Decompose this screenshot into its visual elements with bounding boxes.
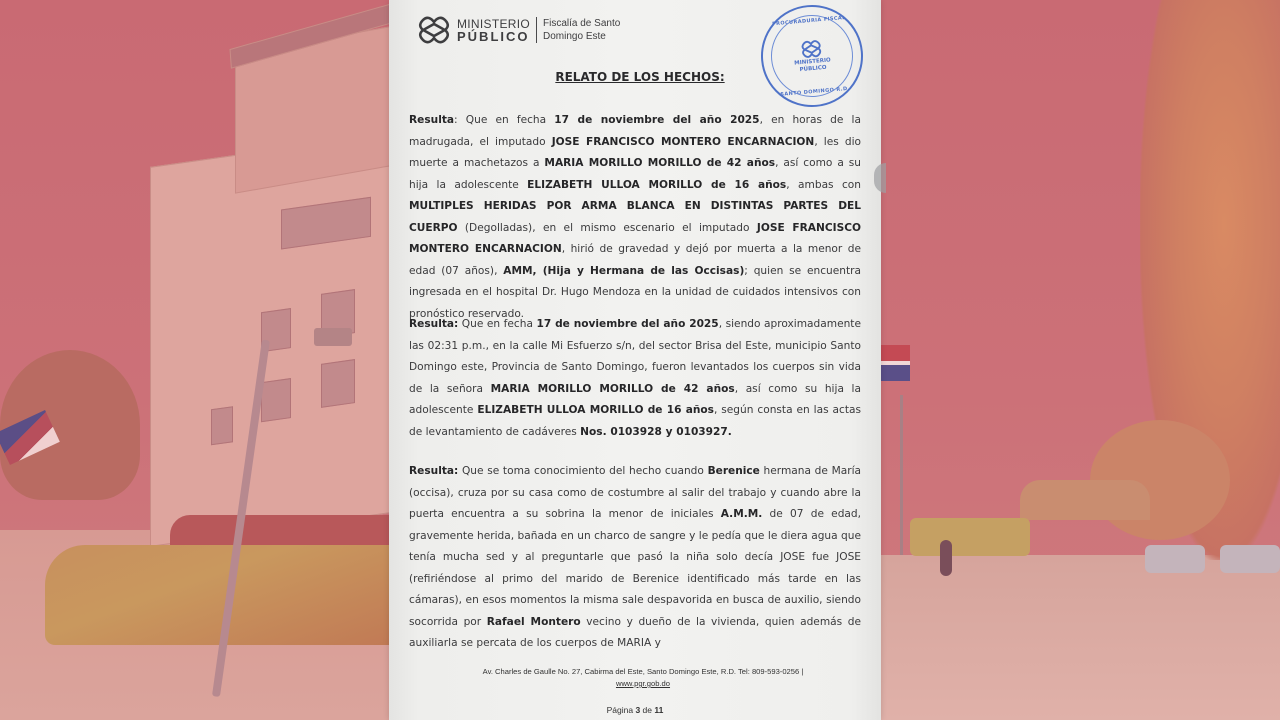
text: : Que en fecha: [454, 114, 555, 126]
text-bold: ELIZABETH ULLOA MORILLO de 16 años: [477, 404, 714, 416]
stamp-bottom-text: SANTO DOMINGO R.D.: [780, 85, 851, 98]
page-number: [389, 705, 881, 715]
bushes: [1020, 480, 1150, 520]
text-bold: Nos. 0103928 y 0103927.: [580, 425, 732, 438]
org-name: [457, 18, 530, 43]
car: [1220, 545, 1280, 573]
building-lower: [150, 133, 390, 547]
stamp-center-line-1: MINISTERIO: [794, 57, 832, 67]
address-text: Av. Charles de Gaulle No. 27, Cabirma del Este, Santo Domingo Este, R.D. Tel: 809-593-0256 |: [482, 667, 804, 676]
text-bold: MARIA MORILLO MORILLO de 42 años: [544, 157, 776, 169]
org-line-1: MINISTERIO: [457, 16, 531, 31]
text-bold: ELIZABETH ULLOA MORILLO de 16 años: [527, 178, 787, 191]
text: , según consta en las actas de levantamiento de cadáveres: [409, 404, 862, 438]
text: Que en fecha: [458, 318, 537, 330]
text-bold: 17 de noviembre del año 2025: [536, 318, 719, 330]
office-line-2: Domingo Este: [543, 31, 606, 42]
text-bold: MULTIPLES HERIDAS POR ARMA BLANCA EN DISTINTAS PARTES DEL CUERPO: [409, 200, 861, 234]
page-total: 11: [654, 705, 664, 715]
hedge: [910, 518, 1030, 556]
document-page: [389, 0, 881, 720]
page-current: 3: [635, 705, 641, 715]
text: hermana de María (occisa), cruza por su casa como de costumbre al salir del trabajo y cuando abre la puerta encuentra a su sobrina la menor de iniciales: [409, 465, 861, 520]
page-prefix: Página: [606, 705, 636, 715]
flag: [880, 345, 910, 381]
text-bold: Berenice: [707, 465, 760, 477]
letterhead: [417, 14, 620, 46]
page-mid: de: [640, 705, 655, 715]
letterhead-divider: [536, 17, 537, 43]
car: [1145, 545, 1205, 573]
text: , ambas con: [786, 178, 862, 191]
window: [261, 378, 291, 422]
office-name: [543, 17, 620, 43]
website-link[interactable]: www.pgr.gob.do: [615, 679, 671, 688]
flag-pole: [900, 395, 903, 555]
background-left-building: [0, 0, 390, 720]
text-bold: Resulta: [409, 114, 455, 126]
text-bold: JOSE FRANCISCO MONTERO ENCARNACION: [409, 221, 861, 255]
window: [321, 359, 355, 408]
text-bold: Rafael Montero: [486, 615, 581, 628]
footer-address: [425, 666, 861, 690]
paragraph-2: [409, 314, 861, 443]
background-right-street: [880, 0, 1280, 720]
text: de 07 de edad, gravemente herida, bañada en un charco de sangre y le pedía que le diera agua que tenía mucha sed y al preguntarle que pasó la niña solo decía JOSE fue JOSE (refiriéndose al primo del marido de Berenice identificado más tarde en las cámaras), en esos momentos la misma sale despavorida en busca de auxilio, siendo socorrida por: [409, 508, 861, 628]
page-edge-tab: [874, 163, 886, 193]
text-bold: Resulta:: [409, 465, 459, 477]
text: ; quien se encuentra ingresada en el hospital Dr. Hugo Mendoza en la unidad de cuidados intensivos con pronóstico reservado.: [409, 264, 862, 320]
stamp-center: [792, 37, 831, 74]
stamp-center-line-2: PÚBLICO: [799, 64, 827, 74]
window: [211, 406, 233, 445]
text: vecino y dueño de la vivienda, quien además de auxiliarla se percata de los cuerpos de MARIA y: [409, 615, 861, 649]
text: , les dio muerte a machetazos a: [409, 135, 862, 169]
text-bold: 17 de noviembre del año 2025: [554, 114, 760, 126]
text: (Degolladas), en el mismo escenario el imputado: [457, 221, 757, 234]
lamp-head: [314, 328, 352, 346]
text: , en horas de la madrugada, el imputado: [409, 114, 861, 148]
text: , hirió de gravedad y dejó por muerta a la menor de edad (07 años),: [409, 243, 861, 277]
office-line-1: Fiscalía de Santo: [543, 18, 621, 29]
text-bold: JOSE FRANCISCO MONTERO ENCARNACION: [551, 135, 815, 148]
hedge: [45, 545, 390, 645]
ministerio-publico-logo-icon: [417, 14, 451, 46]
window-band: [281, 197, 371, 250]
text: , siendo aproximadamente las 02:31 p.m., en la calle Mi Esfuerzo s/n, del sector Brisa del Este, municipio Santo Domingo este, Provincia de Santo Domingo, fueron levantados los cuerpos sin vida de la señora: [409, 318, 861, 395]
text-bold: AMM, (Hija y Hermana de las Occisas): [503, 264, 745, 277]
paragraph-3: [409, 461, 861, 655]
text-bold: Resulta:: [409, 318, 459, 330]
text-bold: MARIA MORILLO MORILLO de 42 años: [490, 382, 735, 395]
text: , así como su hija la adolescente: [409, 382, 861, 416]
text-bold: A.M.M.: [720, 508, 763, 520]
stamp-logo-icon: [800, 38, 824, 60]
section-title: RELATO DE LOS HECHOS:: [555, 70, 725, 84]
plaza: [880, 555, 1280, 720]
text: Que se toma conocimiento del hecho cuando: [458, 465, 708, 477]
official-seal-stamp: [757, 1, 868, 112]
stamp-outer-text: PROCURADURIA FISCAL: [771, 14, 847, 28]
paragraph-1: [409, 110, 861, 325]
text: , así como a su hija la adolescente: [409, 157, 862, 191]
org-line-2: PÚBLICO: [457, 28, 530, 44]
pedestrian: [940, 540, 952, 576]
